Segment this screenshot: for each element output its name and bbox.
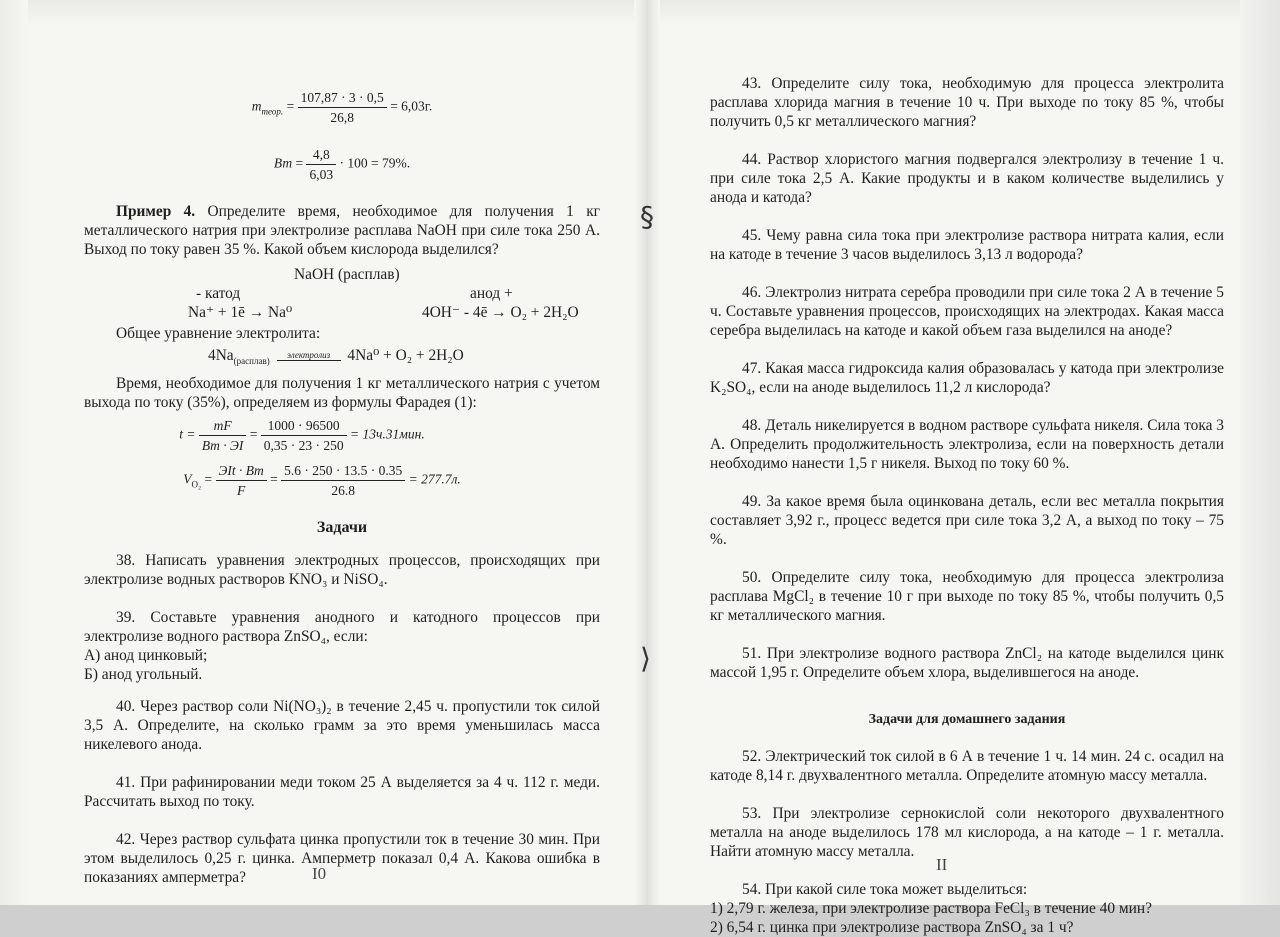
task-49: 49. За какое время была оцинкована деталь, если вес металла покрытия составляет 3,92 г., процесс ведется при силе тока 3,2 А, а выход по току – 75 %.	[710, 493, 1224, 548]
formula-m-theor: $m_{теор.}$ = $\frac{107,87 \cdot 3 \cdot 0,5}{26,8}$ = 6,03г.	[251, 90, 433, 125]
time-paragraph: Время, необходимое для получения 1 кг металлического натрия с учетом выхода по току (35%), определяем из формулы Фарадея (1):	[84, 375, 600, 412]
anode-equation: 4OH⁻ - 4ē → O₂ + 2H₂O	[422, 304, 579, 321]
task-52: 52. Электрический ток силой в 6 А в течение 1 ч. 14 мин. 24 с. осадил на катоде 8,14 г. двухвалентного металла. Определите атомную массу металла.	[710, 748, 1224, 784]
example-4: Пример 4. Определите время, необходимое для получения 1 кг металлического натрия при электролизе расплава NaOH при силе тока 250 А. Выход по току равен 35 %. Какой объем кислорода выделился?	[84, 203, 600, 258]
task-40: 40. Через раствор соли Ni(NO₃)₂ в течение 2,45 ч. пропустили ток силой 3,5 А. Определите, на сколько грамм за это время уменьшилась масса никелевого анода.	[84, 698, 600, 754]
overall-label: Общее уравнение электролита:	[116, 325, 321, 342]
task-38: 38. Написать уравнения электродных процессов, происходящих при электролизе водных растворов KNO₃ и NiSO₄.	[84, 552, 600, 589]
task-42: 42. Через раствор сульфата цинка пропустили ток в течение 30 мин. При этом выделилось 0,25 г. цинка. Амперметр показал 0,4 А. Какова ошибка в показаниях амперметра?	[84, 831, 600, 887]
task-46: 46. Электролиз нитрата серебра проводили при силе тока 2 А в течение 5 ч. Составьте уравнения процессов, происходящих на электродах. Какая масса серебра выделилась на катоде и какой объем газа выделился на аноде?	[710, 284, 1224, 339]
right-page	[710, 74, 1224, 937]
cathode-equation: Na⁺ + 1ē → Na⁰	[188, 304, 293, 321]
task-45: 45. Чему равна сила тока при электролизе раствора нитрата калия, если на катоде в течение 3 часов выделилось 3,13 л водорода?	[710, 227, 1224, 263]
formula-volume: $V_{O_2}$ = $\frac{\text{ЭIt · Bm}}{F}$ = $\frac{5.6 \cdot 250 \cdot 13.5 \cdot 0.35}{26.8}$ = 277.7л.	[183, 463, 461, 499]
staple-icon: §	[640, 200, 654, 233]
task-51: 51. При электролизе водного раствора ZnCl₂ на катоде выделился цинк массой 1,95 г. Определите объем хлора, выделившегося на аноде.	[710, 645, 1224, 681]
staple-icon: ⟩	[640, 642, 651, 675]
task-43: 43. Определите силу тока, необходимую для процесса электролита расплава хлорида магния в течение 10 ч. При выходе по току 85 %, чтобы получить 0,5 кг металлического магния?	[710, 75, 1224, 130]
task-39-b: Б) анод угольный.	[84, 666, 203, 684]
page-number-right: II	[936, 855, 948, 874]
electrolysis-scheme	[84, 265, 600, 323]
cathode-label: - катод	[196, 285, 241, 302]
paper-left-edge	[0, 0, 28, 905]
task-48: 48. Деталь никелируется в водном растворе сульфата никеля. Сила тока 3 А. Определить продолжительность электролиза, если на поверхность детали необходимо нанести 1,5 г никеля. Выход по току 60 %.	[710, 417, 1224, 472]
paper-right-edge	[1240, 0, 1280, 905]
binding-gutter	[634, 0, 660, 905]
task-44: 44. Раствор хлористого магния подвергался электролизу в течение 1 ч. при силе тока 2,5 А. Какие продукты и в каком количестве выделились у анода и катода?	[710, 151, 1224, 206]
task-41: 41. При рафинировании меди током 25 А выделяется за 4 ч. 112 г. меди. Рассчитать выход по току.	[84, 774, 600, 811]
task-54: 54. При какой силе тока может выделиться:	[742, 881, 1028, 898]
formula-time: t = $\frac{mF}{Bm \cdot ЭI}$ = $\frac{1000 \cdot 96500}{0,35 \cdot 23 \cdot 250}$ = 13ч.31мин.	[179, 418, 425, 454]
task-54-2: 2) 6,54 г. цинка при электролизе раствора ZnSO₄ за 1 ч?	[710, 919, 1074, 936]
task-54-1: 1) 2,79 г. железа, при электролизе раствора FeCl₃ в течение 40 мин?	[710, 900, 1152, 917]
overall-equation: $4Na_{(расплав)}$ электролиз 4Na⁰ + O₂ + 2H₂O	[208, 347, 464, 367]
formula-bm: Вт = $\frac{4,8}{6,03}$ · 100 = 79%.	[273, 147, 411, 182]
section-title: Задачи	[316, 519, 368, 537]
homework-title: Задачи для домашнего задания	[868, 712, 1066, 727]
task-39-a: А) анод цинковый;	[84, 647, 208, 665]
task-39: 39. Составьте уравнения анодного и катодного процессов при электролизе водного раствора ZnSO₄, если:	[84, 609, 600, 646]
task-47: 47. Какая масса гидроксида калия образовалась у катода при электролизе K₂SO₄, если на аноде выделилось 11,2 л кислорода?	[710, 360, 1224, 396]
page-number-left: I0	[312, 864, 327, 883]
left-page	[84, 60, 600, 887]
task-50: 50. Определите силу тока, необходимую для процесса электролиза расплава MgCl₂ в течение 10 г при выходе по току 85 %, чтобы получить 0,5 кг металлического магния.	[710, 569, 1224, 624]
anode-label: анод +	[470, 285, 513, 302]
task-53: 53. При электролизе сернокислой соли некоторого двухвалентного металла на аноде выделилось 178 мл кислорода, а на катоде – 1 г. металла. Найти атомную массу металла.	[710, 805, 1224, 860]
scheme-title: NaOH (расплав)	[294, 266, 400, 283]
